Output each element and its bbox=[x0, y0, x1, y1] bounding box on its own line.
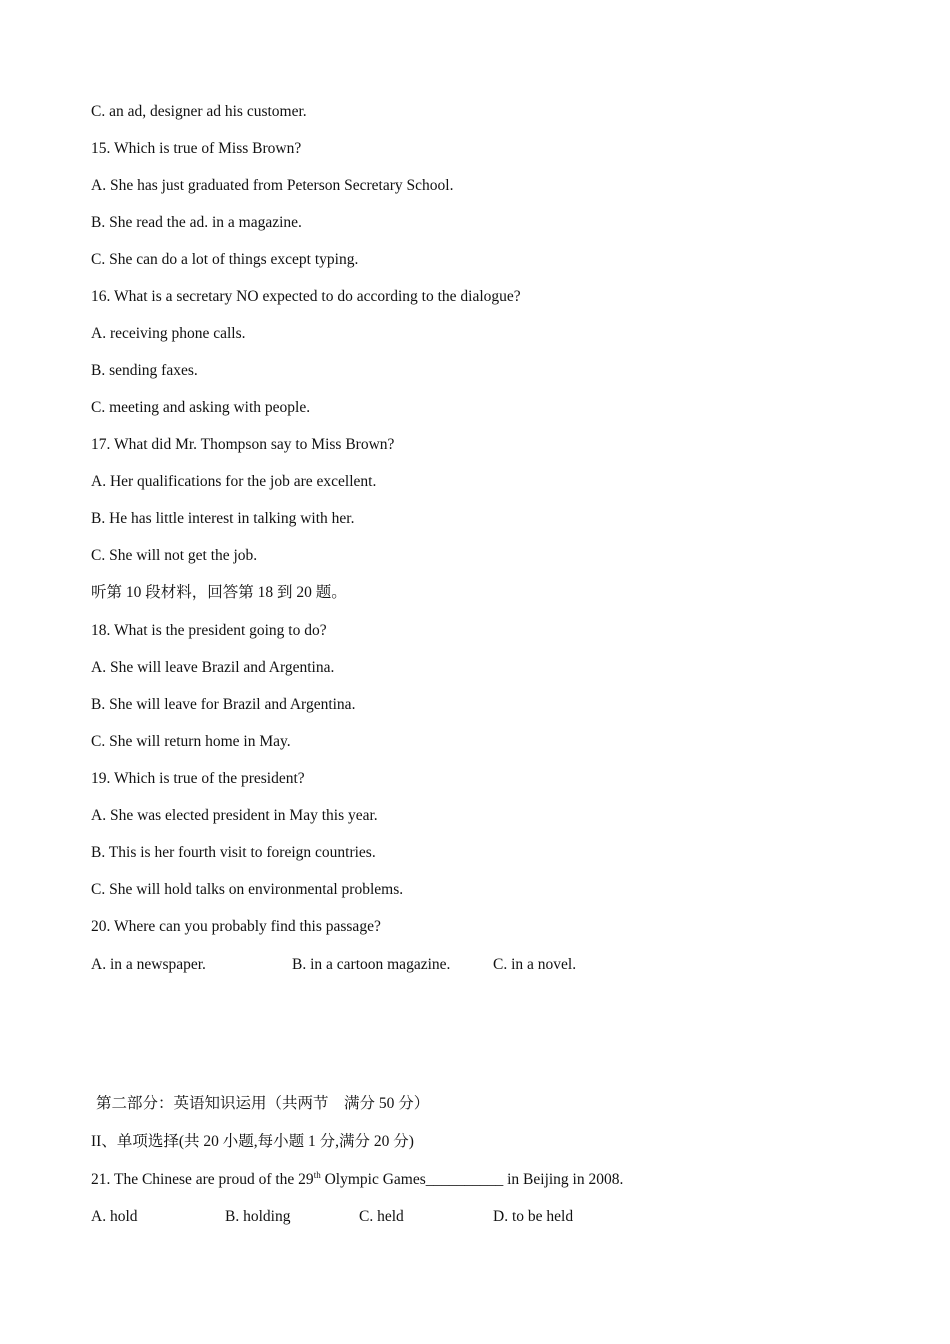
option-line: A. She has just graduated from Peterson Secretary School. bbox=[91, 177, 454, 194]
q20-option-a: A. in a newspaper. bbox=[91, 956, 206, 973]
option-line: C. She will hold talks on environmental problems. bbox=[91, 881, 404, 898]
question-19: 19. Which is true of the president? bbox=[91, 770, 305, 787]
option-line: B. This is her fourth visit to foreign countries. bbox=[91, 844, 376, 861]
question-20: 20. Where can you probably find this passage? bbox=[91, 918, 381, 935]
option-line: A. She was elected president in May this year. bbox=[91, 807, 378, 824]
q21-option-b: B. holding bbox=[225, 1208, 291, 1225]
section-two-title: II、单项选择(共 20 小题,每小题 1 分,满分 20 分) bbox=[91, 1133, 414, 1150]
option-line: B. She will leave for Brazil and Argentina. bbox=[91, 696, 356, 713]
question-18: 18. What is the president going to do? bbox=[91, 622, 327, 639]
question-17: 17. What did Mr. Thompson say to Miss Brown? bbox=[91, 436, 395, 453]
option-line: C. meeting and asking with people. bbox=[91, 399, 311, 416]
q21-superscript: th bbox=[313, 1169, 321, 1180]
q20-option-c: C. in a novel. bbox=[493, 956, 577, 973]
text-line: C. an ad, designer ad his customer. bbox=[91, 103, 307, 120]
option-line: B. She read the ad. in a magazine. bbox=[91, 214, 302, 231]
option-line: B. sending faxes. bbox=[91, 362, 198, 379]
q21-option-c: C. held bbox=[359, 1208, 404, 1225]
question-15: 15. Which is true of Miss Brown? bbox=[91, 140, 302, 157]
option-line: C. She will not get the job. bbox=[91, 547, 258, 564]
q21-option-d: D. to be held bbox=[493, 1208, 574, 1225]
option-line: A. receiving phone calls. bbox=[91, 325, 246, 342]
question-16: 16. What is a secretary NO expected to do according to the dialogue? bbox=[91, 288, 521, 305]
option-line: A. Her qualifications for the job are excellent. bbox=[91, 473, 377, 490]
option-line: C. She will return home in May. bbox=[91, 733, 291, 750]
part-two-title: 第二部分：英语知识运用（共两节 满分 50 分） bbox=[96, 1095, 430, 1112]
listening-instruction: 听第 10 段材料，回答第 18 到 20 题。 bbox=[91, 584, 347, 601]
option-line: B. He has little interest in talking with her. bbox=[91, 510, 355, 527]
q20-option-b: B. in a cartoon magazine. bbox=[292, 956, 451, 973]
q21-option-a: A. hold bbox=[91, 1208, 138, 1225]
question-21 bbox=[91, 1170, 623, 1190]
option-line: C. She can do a lot of things except typing. bbox=[91, 251, 359, 268]
option-line: A. She will leave Brazil and Argentina. bbox=[91, 659, 335, 676]
q21-suffix: Olympic Games__________ in Beijing in 2008. bbox=[320, 1171, 624, 1188]
q21-prefix: 21. The Chinese are proud of the 29 bbox=[91, 1171, 314, 1188]
